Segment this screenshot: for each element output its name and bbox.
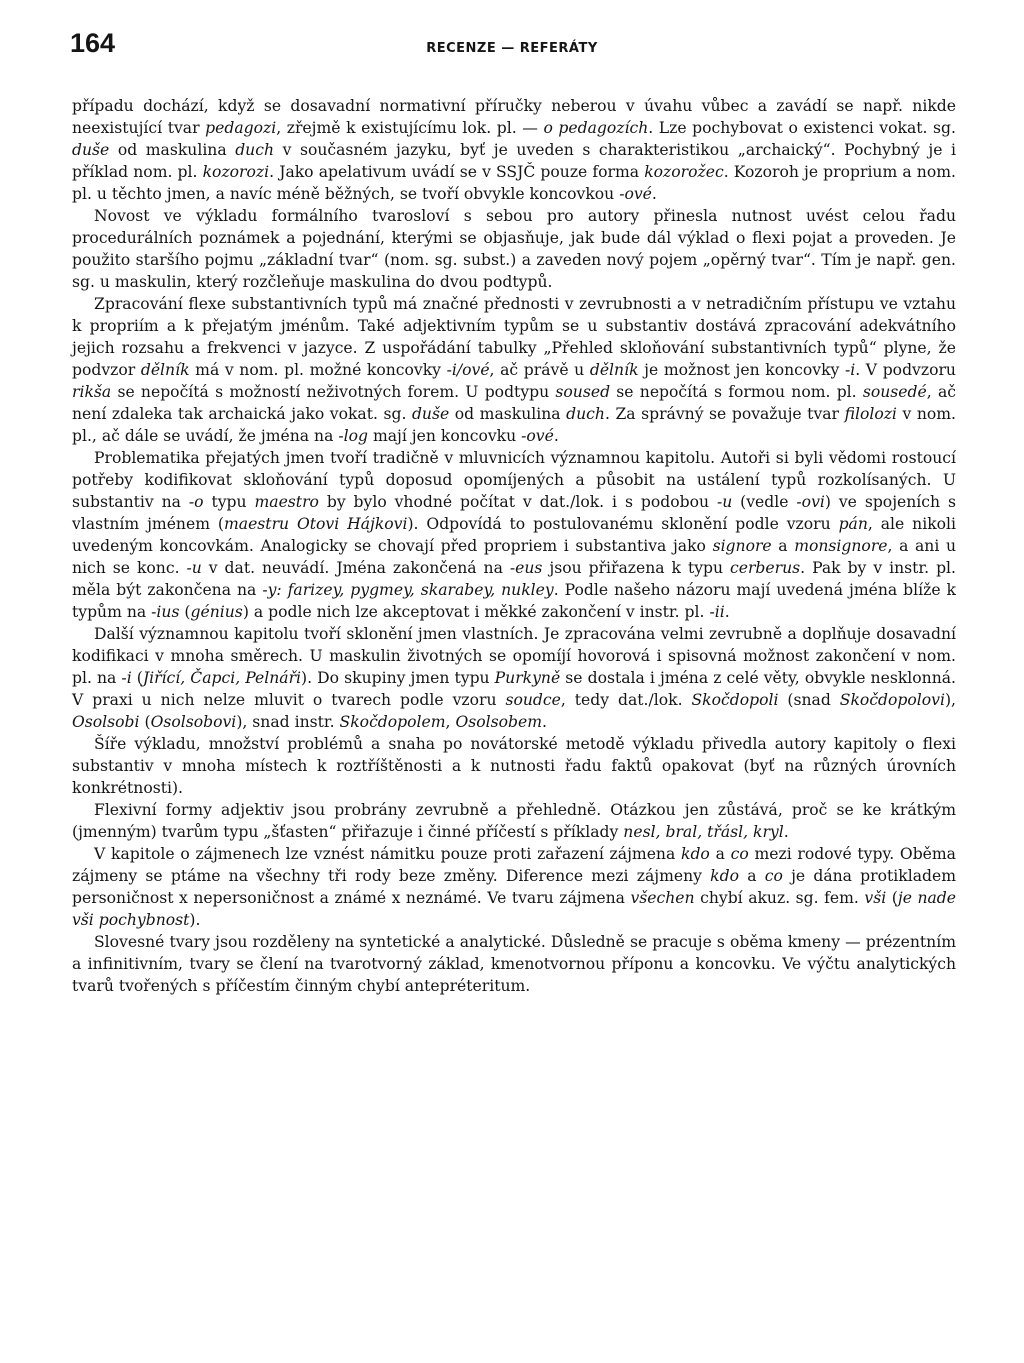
text-run: , [445,713,456,731]
italic-term: Purkyně [494,669,561,687]
italic-term: kozorozi [202,163,270,181]
text-run: . Podle našeho názoru mají uvedená jména blíže k typům na [72,581,956,621]
italic-term: -o [188,493,204,511]
italic-term: signore [712,537,772,555]
italic-term: soused [555,383,611,401]
italic-term: je nade vši pochybnost [72,889,957,929]
text-run: v dat. neuvádí. Jména zakončená na [201,559,510,577]
italic-term: dělník [589,361,639,379]
italic-term: Osolsobovi [150,713,237,731]
italic-term: Osolsobem [455,713,543,731]
text-run: (snad [778,691,840,709]
text-run: ), snad instr. [236,713,340,731]
text-run: . Kozoroh je proprium a nom. pl. u těchto jmen, a navíc méně běžných, se tvoří obvykle koncovkou [72,163,956,203]
paragraph [72,205,956,293]
italic-term: duše [411,405,450,423]
italic-term: maestro [254,493,319,511]
text-run: typu [203,493,255,511]
italic-term: kdo [710,867,739,885]
italic-term: Skočdopolovi [839,691,945,709]
text-run: ( [131,669,143,687]
text-run: a [771,537,795,555]
italic-term: -ové [521,427,554,445]
text-run: v nom. pl., ač dále se uvádí, že jména na [72,405,956,445]
text-run: . [783,823,789,841]
text-run: Novost ve výkladu formálního tvarosloví s sebou pro autory přinesla nutnost uvést celou řadu procedurálních poznámek a pojednání, kterými se objasňuje, jak bude dál výklad o flexi pojat a proveden. Je použito staršího pojmu „základní tvar“ (nom. sg. subst.) a zaveden nový pojem „opěrný tvar“. Tím je např. gen. sg. u maskulin, který rozčleňuje maskulina do dvou podtypů. [72,207,956,291]
italic-term: duše [72,141,110,159]
italic-term: vši [864,889,887,907]
text-run: . Pak by v instr. pl. měla být zakončena na [72,559,956,599]
text-run: Slovesné tvary jsou rozděleny na syntetické a analytické. Důsledně se pracuje s oběma kmeny — prézentním a infinitivním, tvary se člení na tvarotvorný základ, kmenotvornou příponu a koncovku. Ve výčtu analytických tvarů tvořených s příčestím činným chybí antepréteritum. [72,933,956,995]
text-run: Problematika přejatých jmen tvoří tradičně v mluvnicích významnou kapitolu. Autoři si byli vědomi rostoucí potřeby kodifikovat skloňování typů doposud opomíjených a působit na ustálení typů rozkolísaných. U substantiv na [72,449,956,511]
text-run: ), [944,691,957,709]
paragraph [72,843,956,931]
paragraph [72,95,956,205]
text-run: (vedle [732,493,797,511]
italic-term: -ii [709,603,725,621]
italic-term: pedagozi [205,119,277,137]
paragraph [72,733,956,799]
text-run: v současném jazyku, byť je uveden s charakteristikou „archaický“. Pochybný je i příklad nom. pl. [72,141,956,181]
italic-term: Skočdopoli [691,691,779,709]
italic-term: dělník [140,361,190,379]
text-run: se dostala i jména z celé věty, obvykle nesklonná. V praxi u nich nelze mluvit o tvarech podle vzoru [72,669,956,709]
italic-term: Osolsobi [72,713,140,731]
italic-term: -i [844,361,856,379]
italic-term: Skočdopolem [339,713,446,731]
italic-term: rikša [72,383,112,401]
text-run: a [709,845,731,863]
text-run: V kapitole o zájmenech lze vznést námitku pouze proti zařazení zájmena [94,845,681,863]
text-run: je možnost jen koncovky [638,361,845,379]
text-run: od maskulina [109,141,236,159]
italic-term: duch [235,141,275,159]
text-run: ). Do skupiny jmen typu [301,669,495,687]
italic-term: kdo [681,845,710,863]
text-run: . Lze pochybovat o existenci vokat. sg. [648,119,956,137]
italic-term: -ové [619,185,652,203]
page-number: 164 [70,28,116,58]
italic-term: -i/ové [446,361,490,379]
text-run: je dána protikladem personičnost x nepersoničnost a známé x neznámé. Ve tvaru zájmena [72,867,956,907]
text-run: . Jako apelativum uvádí se v SSJČ pouze forma [269,163,645,181]
text-run: . Za správný se považuje tvar [604,405,845,423]
italic-term: -ovi [796,493,825,511]
italic-term: -log [338,427,368,445]
italic-term: nesl, bral, třásl, kryl [623,823,784,841]
text-run: od maskulina [449,405,567,423]
text-run: . [651,185,657,203]
text-run: Další významnou kapitolu tvoří sklonění jmen vlastních. Je zpracována velmi zevrubně a doplňuje dosavadní kodifikaci v mnoha směrech. U maskulin životných se opomíjí hovorová i spisovná možnost zakončení v nom. pl. na [72,625,956,687]
text-run: . V podvzoru [855,361,956,379]
text-run: případu dochází, když se dosavadní normativní příručky neberou v úvahu vůbec a zavádí se např. nikde neexistující tvar [72,97,956,137]
italic-term: maestru Otovi Hájkovi [223,515,408,533]
text-run: , tedy dat./lok. [560,691,692,709]
text-run: . [553,427,559,445]
italic-term: -u [716,493,733,511]
italic-term: cerberus [730,559,801,577]
italic-term: Jiřící, Čapci, Pelnáři [142,669,302,687]
text-run: Šíře výkladu, množství problémů a snaha po novátorské metodě výkladu přivedla autory kapitoly o flexi substantiv v mnoha místech k roztříštěnosti a k nutnosti řadu faktů opakovat (byť na různých úrovních konkrétnosti). [72,735,956,797]
text-run: se nepočítá s možností neživotných forem. U podtypu [111,383,556,401]
article-body [72,95,956,997]
text-run: ) a podle nich lze akceptovat i měkké zakončení v instr. pl. [242,603,710,621]
text-run: , ale nikoli uvedeným koncovkám. Analogicky se chovají před propriem i substantiva jako [72,515,957,555]
italic-term: co [730,845,749,863]
italic-term: pán [838,515,868,533]
text-run: Zpracování flexe substantivních typů má značné přednosti v zevrubnosti a v netradičním přístupu ve vztahu k propriím a k přejatým jménům. Také adjektivním typům se u substantiv dostává zpracování adekvátního jejich rozsahu a frekvenci v jazyce. Z uspořádání tabulky „Přehled skloňování substantivních typů“ plyne, že podvzor [72,295,956,379]
text-run: jsou přiřazena k typu [542,559,731,577]
text-run: mezi rodové typy. Oběma zájmeny se ptáme na všechny tři rody beze změny. Diference mezi zájmeny [72,845,956,885]
text-run: . [724,603,730,621]
italic-term: kozorožec [644,163,724,181]
text-run: , a ani u nich se konc. [72,537,956,577]
italic-term: -ius [151,603,180,621]
text-run: , ač právě u [489,361,590,379]
italic-term: génius [190,603,243,621]
text-run: a [739,867,765,885]
italic-term: -u [186,559,202,577]
paragraph [72,293,956,447]
italic-term: všechen [630,889,695,907]
paragraph [72,799,956,843]
text-run: chybí akuz. sg. fem. [694,889,865,907]
running-head: RECENZE — REFERÁTY [426,41,598,56]
italic-term: -i [121,669,132,687]
italic-term: filolozi [844,405,897,423]
paragraph [72,447,956,623]
paragraph [72,931,956,997]
paragraph [72,623,956,733]
text-run: by bylo vhodné počítat v dat./lok. i s podobou [318,493,717,511]
text-run: ( [886,889,898,907]
text-run: Flexivní formy adjektiv jsou probrány zevrubně a přehledně. Otázkou jen zůstává, proč se ke krátkým (jmenným) tvarům typu „šťasten“ přiřazuje i činné příčestí s příklady [72,801,956,841]
text-run: mají jen koncovku [367,427,522,445]
text-run: ( [179,603,191,621]
text-run: ) ve spojeních s vlastním jménem ( [72,493,956,533]
text-run: ( [139,713,151,731]
italic-term: co [764,867,783,885]
italic-term: sousedé [862,383,927,401]
text-run: se nepočítá s formou nom. pl. [610,383,863,401]
italic-term: o pedagozích [543,119,649,137]
text-run: , zřejmě k existujícímu lok. pl. — [276,119,544,137]
italic-term: -y: farizey, pygmey, skarabey, nukley [262,581,554,599]
text-run: ). [189,911,201,929]
italic-term: soudce [505,691,561,709]
text-run: má v nom. pl. možné koncovky [189,361,447,379]
text-run: , ač není zdaleka tak archaická jako vokat. sg. [72,383,956,423]
text-run: ). Odpovídá to postulovanému sklonění podle vzoru [407,515,839,533]
italic-term: -eus [509,559,543,577]
text-run: . [542,713,547,731]
italic-term: duch [566,405,605,423]
italic-term: monsignore [794,537,888,555]
page-header [70,28,954,68]
